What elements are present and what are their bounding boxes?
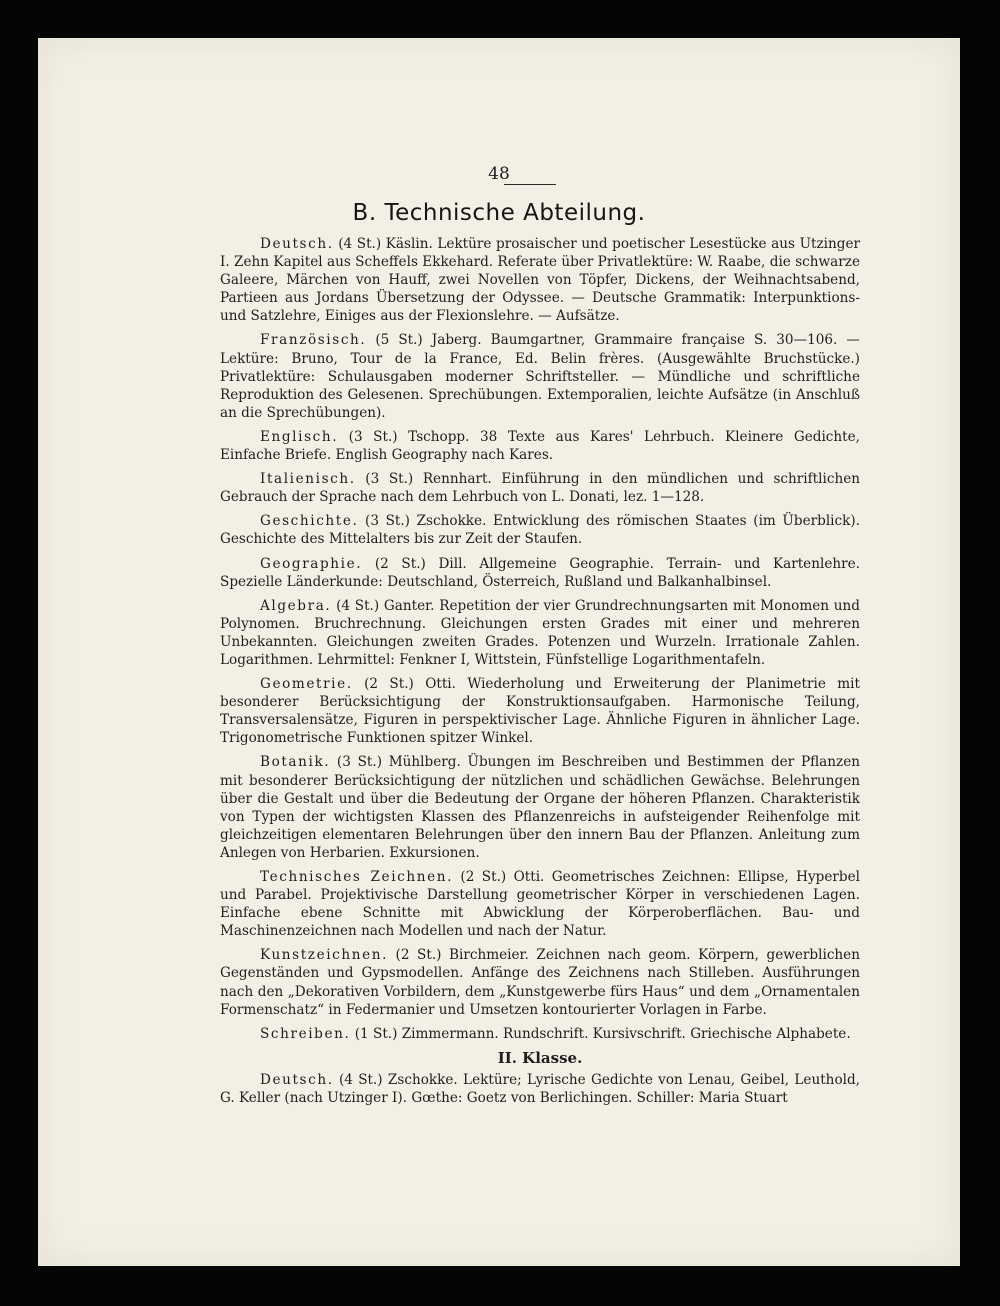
entry-schreiben xyxy=(220,1025,860,1043)
entry-franzoesisch xyxy=(220,331,860,421)
entry-text: (4 St.) Zschokke. Lektüre; Lyrische Gedichte von Lenau, Geibel, Leuthold, G. Keller (nach Utzinger I). Gœthe: Goetz von Berlichingen. Schiller: Maria Stuart xyxy=(220,1071,860,1107)
entry-text: (3 St.) Rennhart. Einführung in den mündlichen und schriftlichen Gebrauch der Sprache nach dem Lehrbuch von L. Donati, lez. 1—128. xyxy=(220,471,860,506)
page-number: 48 xyxy=(488,164,510,184)
entry-text: (5 St.) Jaberg. Baumgartner, Grammaire française S. 30—106. — Lektüre: Bruno, Tour de la France, Ed. Belin frères. (Ausgewählte Bruchstücke.) Privatlektüre: Schulausgaben moderner Schriftsteller. — Mündliche und schriftliche Reproduktion des Gelesenen. Sprechübungen. Extemporalien, leichte Aufsätze (in Anschluß an die Sprechübungen). xyxy=(220,332,860,421)
entry-text: (3 St.) Zschokke. Entwicklung des römischen Staates (im Überblick). Geschichte des Mittelalters bis zur Zeit der Staufen. xyxy=(220,513,860,548)
entry-subject: Kunstzeichnen. xyxy=(260,947,389,964)
entry-subject: Englisch. xyxy=(260,428,339,445)
entry-text: (2 St.) Otti. Geometrisches Zeichnen: Ellipse, Hyperbel und Parabel. Projektivische Darstellung geometrischer Körper in verschiedenen Lagen. Einfache ebene Schnitte mit Abwicklung der Körperoberflächen. Bau- und Maschinenzeichnen nach Modellen und nach der Natur. xyxy=(220,869,860,940)
entry-geschichte xyxy=(220,512,860,548)
entry-text: (2 St.) Dill. Allgemeine Geographie. Terrain- und Kartenlehre. Spezielle Länderkunde: Deutschland, Österreich, Rußland und Balkanhalbinsel. xyxy=(220,555,860,590)
entry-text: (1 St.) Zimmermann. Rundschrift. Kursivschrift. Griechische Alphabete. xyxy=(350,1025,851,1042)
entry-subject: Geschichte. xyxy=(260,513,359,530)
class-heading: II. Klasse. xyxy=(497,1048,583,1067)
entry-deutsch-klasse-ii xyxy=(220,1071,860,1107)
entry-italienisch xyxy=(220,470,860,506)
entry-subject: Algebra. xyxy=(260,597,332,614)
page-number-underline xyxy=(504,184,556,185)
entry-geographie xyxy=(220,555,860,591)
entry-text: (4 St.) Käslin. Lektüre prosaischer und poetischer Lesestücke aus Utzinger I. Zehn Kapitel aus Scheffels Ekkehard. Referate über Privatlektüre: W. Raabe, die schwarze Galeere, Märchen von Hauff, zwei Novellen von Töpfer, Dickens, der Weihnachtsabend, Partieen aus Jordans Übersetzung der Odyssee. — Deutsche Grammatik: Interpunktions- und Satzlehre, Einiges aus der Flexionslehre. — Aufsätze. xyxy=(220,236,860,325)
entry-text: (2 St.) Birchmeier. Zeichnen nach geom. Körpern, gewerblichen Gegenständen und Gypsmodellen. Anfänge des Zeichnens nach Stilleben. Ausführungen nach den „Dekorativen Vorbildern, dem „Kunstgewerbe fürs Haus“ und dem „Ornamentalen Formenschatz“ in Federmanier und Umsetzen kontourierter Vorlagen in Farbe. xyxy=(220,947,860,1018)
entry-text: (3 St.) Tschopp. 38 Texte aus Kares' Lehrbuch. Kleinere Gedichte, Einfache Briefe. English Geography nach Kares. xyxy=(220,428,860,464)
entry-subject: Deutsch. xyxy=(260,236,334,252)
entry-text: (3 St.) Mühlberg. Übungen im Beschreiben und Bestimmen der Pflanzen mit besonderer Berücksichtigung der nützlichen und schädlichen Gewächse. Belehrungen über die Gestalt und über die Bedeutung der Organe der höheren Pflanzen. Charakteristik von Typen der wichtigsten Klassen des Pflanzenreichs in aufsteigender Reihenfolge mit gleichzeitigen elementaren Belehrungen über den innern Bau der Pflanzen. Anleitung zum Anlegen von Herbarien. Exkursionen. xyxy=(220,754,860,861)
document-page xyxy=(38,38,960,1266)
entry-deutsch xyxy=(220,235,860,325)
entry-subject: Geometrie. xyxy=(260,676,353,693)
section-title: B. Technische Abteilung. xyxy=(352,200,646,226)
entry-englisch xyxy=(220,428,860,464)
entry-botanik xyxy=(220,753,860,862)
entry-subject: Französisch. xyxy=(260,332,367,349)
entry-subject: Schreiben. xyxy=(260,1025,351,1042)
entry-subject: Deutsch. xyxy=(260,1071,334,1088)
entry-subject: Botanik. xyxy=(260,754,331,771)
entry-kunstzeichnen xyxy=(220,946,860,1018)
entry-algebra xyxy=(220,597,860,669)
entry-technisches-zeichnen xyxy=(220,868,860,940)
entry-geometrie xyxy=(220,675,860,747)
entry-subject: Italienisch. xyxy=(260,471,356,488)
entry-text: (4 St.) Ganter. Repetition der vier Grundrechnungsarten mit Monomen und Polynomen. Bruchrechnung. Gleichungen ersten Grades mit einer und mehreren Unbekannten. Gleichungen zweiten Grades. Potenzen und Wurzeln. Irrationale Zahlen. Logarithmen. Lehrmittel: Fenkner I, Wittstein, Fünfstellige Logarithmentafeln. xyxy=(220,597,860,668)
document-body xyxy=(220,235,860,1113)
entry-subject: Technisches Zeichnen. xyxy=(260,869,453,885)
entry-subject: Geographie. xyxy=(260,555,363,572)
entry-text: (2 St.) Otti. Wiederholung und Erweiterung der Planimetrie mit besonderer Berücksichtigung der Konstruktionsaufgaben. Harmonische Teilung, Transversalensätze, Figuren in perspektivischer Lage. Ähnliche Figuren in ähnlicher Lage. Trigonometrische Funktionen spitzer Winkel. xyxy=(220,676,860,747)
